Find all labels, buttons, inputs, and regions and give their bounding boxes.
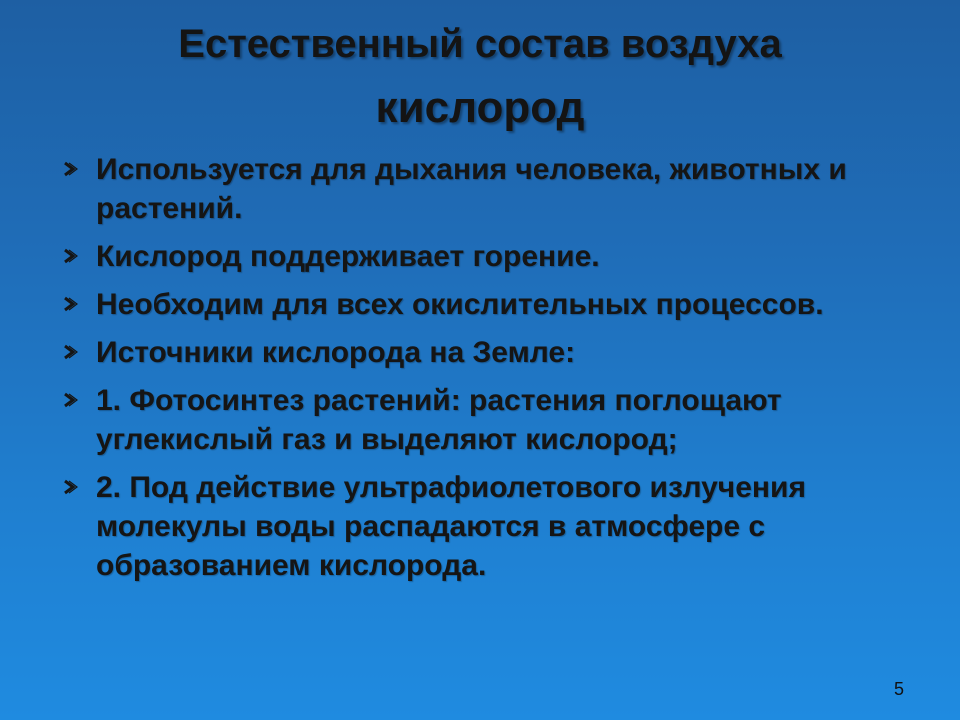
bullet-item <box>60 333 920 372</box>
page-number: 5 <box>893 679 904 699</box>
chevron-right-icon <box>60 390 80 410</box>
slide-subtitle: кислород <box>375 83 585 132</box>
bullet-item <box>60 150 920 228</box>
bullet-text: 2. Под действие ультрафиолетового излучения молекулы воды распадаются в атмосфере с образованием кислорода. <box>96 471 806 582</box>
chevron-right-icon <box>60 477 80 497</box>
bullet-text: Необходим для всех окислительных процессов. <box>96 288 824 321</box>
bullet-item <box>60 381 920 459</box>
bullet-item <box>60 285 920 324</box>
chevron-right-icon <box>60 159 80 179</box>
bullet-item <box>60 468 920 585</box>
bullet-text: Кислород поддерживает горение. <box>96 240 600 273</box>
bullet-list <box>60 150 920 594</box>
chevron-right-icon <box>60 342 80 362</box>
bullet-text: Источники кислорода на Земле: <box>96 336 576 369</box>
slide-title: Естественный состав воздуха <box>178 22 782 66</box>
bullet-text: Используется для дыхания человека, животных и растений. <box>96 153 847 225</box>
bullet-text: 1. Фотосинтез растений: растения поглощают углекислый газ и выделяют кислород; <box>96 384 782 456</box>
bullet-item <box>60 237 920 276</box>
chevron-right-icon <box>60 246 80 266</box>
chevron-right-icon <box>60 294 80 314</box>
